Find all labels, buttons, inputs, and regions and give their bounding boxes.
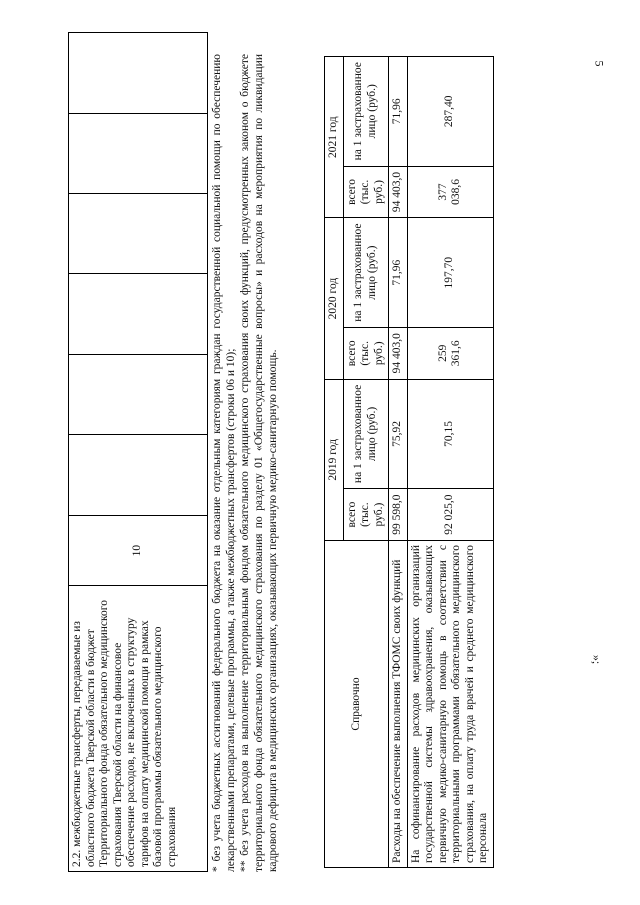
table-header-row	[325, 57, 344, 868]
empty-cell	[69, 354, 208, 434]
header-label: Справочно	[325, 541, 389, 868]
rotated-page-content	[68, 32, 628, 872]
subheader-per-capita: на 1 застрахованное лицо (руб.)	[343, 379, 389, 489]
cell-value: 99 598,0	[389, 489, 408, 541]
reference-table	[324, 56, 494, 868]
empty-cell	[69, 274, 208, 354]
footnote-1: * без учета бюджетных ассигнований федерального бюджета на оказание отдельным категориям граждан государственной социальной помощи по обеспечению лекарственными препаратами, целевые программы, а также межбюджетных трансфертов (строки 06 и 10);	[211, 54, 237, 872]
cell-value: 71,96	[389, 57, 408, 167]
empty-cell	[69, 435, 208, 515]
cell-value: 377 038,6	[407, 166, 493, 218]
header-year-2021: 2021 год	[325, 57, 344, 218]
cell-value: 71,96	[389, 218, 408, 328]
cell-value: 94 403,0	[389, 327, 408, 379]
footnotes	[210, 54, 280, 872]
cell-value: 197,70	[407, 218, 493, 328]
table-row	[389, 57, 408, 868]
table-row	[407, 57, 493, 868]
subheader-per-capita: на 1 застрахованное лицо (руб.)	[343, 57, 389, 167]
continuation-table	[68, 32, 208, 872]
table-row	[69, 33, 208, 872]
row-description: 2.2. межбюджетные трансферты, передаваемые из областного бюджета Тверской области в бюджет Территориального фонда обязательного медицинского страхования Тверской области на финансовое обеспечение расходов, не включенных в структуру тарифов на оплату медицинской помощи в рамках базовой программы обязательного медицинского страхования	[69, 586, 208, 872]
subheader-total: всего (тыс. руб.)	[343, 327, 389, 379]
closing-quote: »;	[590, 654, 605, 665]
empty-cell	[69, 193, 208, 273]
row-line-code: 10	[69, 515, 208, 586]
row-label: Расходы на обеспечение выполнения ТФОМС своих функций	[389, 541, 408, 868]
header-year-2019: 2019 год	[325, 379, 344, 540]
cell-value: 70,15	[407, 379, 493, 489]
cell-value: 287,40	[407, 57, 493, 167]
page-number: 5	[592, 60, 607, 67]
cell-value: 92 025,0	[407, 489, 493, 541]
row-label: На софинансирование расходов медицинских организаций государственной системы здравоохранения, оказывающих первичную медико-санитарную помощь в соответствии с территориальными программами обязательного медицинского страхования, на оплату труда врачей и среднего медицинского персонала	[407, 541, 493, 868]
subheader-per-capita: на 1 застрахованное лицо (руб.)	[343, 218, 389, 328]
empty-cell	[69, 113, 208, 193]
cell-value: 75,92	[389, 379, 408, 489]
subheader-total: всего (тыс. руб.)	[343, 166, 389, 218]
footnote-2: ** без учета расходов на выполнение территориальным фондом обязательного медицинского страхования своих функций, предусмотренных законом о бюджете территориального фонда обязательного медицинского страхования по разделу 01 «Общегосударственные вопросы» и расходов на мероприятия по ликвидации кадрового дефицита в медицинских организациях, оказывающих первичную медико-санитарную помощь.	[239, 54, 279, 872]
cell-value: 94 403,0	[389, 166, 408, 218]
subheader-total: всего (тыс. руб.)	[343, 489, 389, 541]
cell-value: 259 361,6	[407, 327, 493, 379]
header-year-2020: 2020 год	[325, 218, 344, 379]
empty-cell	[69, 33, 208, 114]
